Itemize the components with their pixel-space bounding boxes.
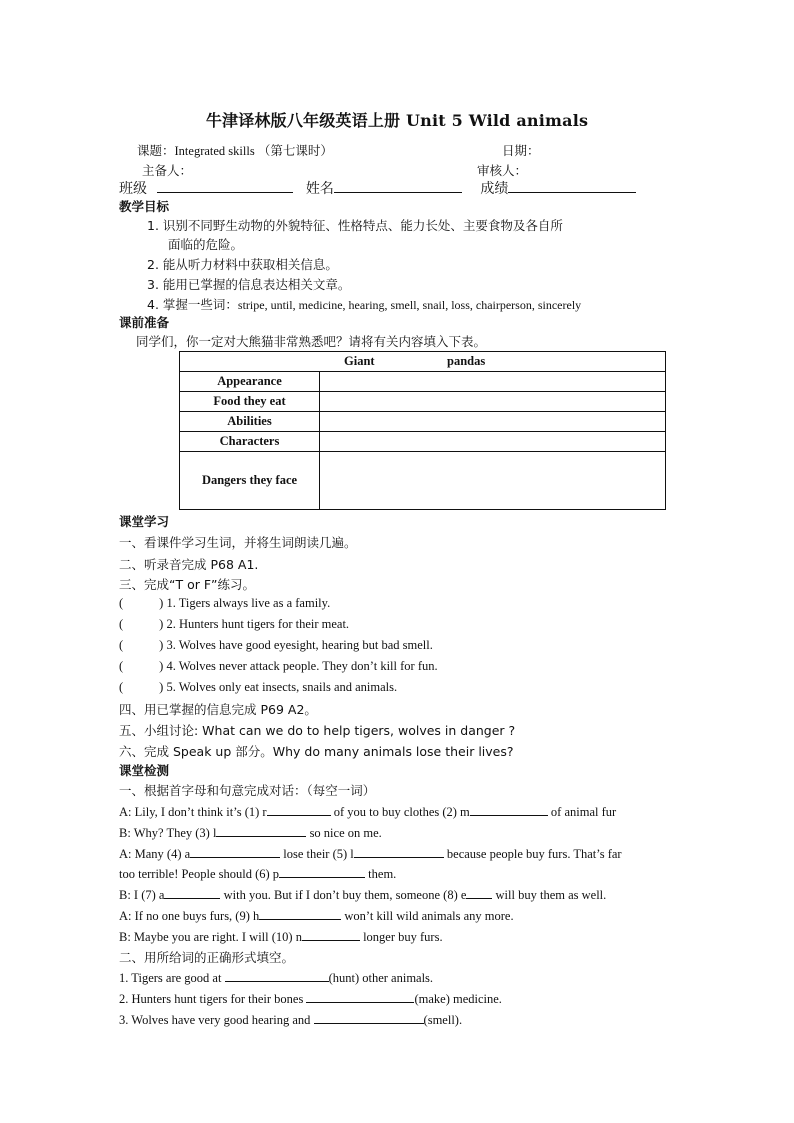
table-header-cell [180, 352, 666, 372]
class-name-score-row [119, 178, 636, 198]
table-row [180, 392, 666, 412]
row-answer-dangers[interactable] [320, 452, 666, 510]
dialogue-text: with you. But if I don’t buy them, someone (8) e [220, 888, 467, 902]
fill-text: 3. Wolves have very good hearing and [119, 1013, 314, 1027]
tf-open-paren: ( [119, 596, 124, 610]
study-step-1: 一、看课件学习生词，并将生词朗读几遍。 [119, 535, 357, 550]
dialogue-line-6 [119, 907, 514, 924]
row-label-dangers: Dangers they face [180, 452, 320, 510]
row-answer-abilities[interactable] [320, 412, 666, 432]
table-row [180, 452, 666, 510]
objective-4-label: 4. 掌握一些词： [147, 297, 238, 312]
study-step-2 [119, 554, 258, 573]
dialogue-line-4 [119, 865, 396, 882]
tf-open-paren: ( [119, 638, 124, 652]
tf-open-paren: ( [119, 617, 124, 631]
dialogue-text: B: Maybe you are right. I will (10) n [119, 930, 302, 944]
blank-5[interactable] [354, 845, 444, 858]
class-label: 班级 [119, 181, 147, 197]
topic-label: 课题： [137, 143, 175, 158]
fill-text: (hunt) other animals. [328, 971, 434, 985]
dialogue-text: of animal fur [547, 805, 617, 819]
page-title: 牛津译林版八年级英语上册 Unit 5 Wild animals [205, 111, 589, 130]
study-step-4: 四、用已掌握的信息完成 P69 A2。 [119, 702, 317, 717]
dialogue-text: lose their (5) l [280, 847, 354, 861]
preparer-label: 主备人： [142, 163, 193, 178]
dialogue-text: so nice on me. [306, 826, 382, 840]
dialogue-line-5 [119, 886, 606, 903]
check-part1-title: 一、根据首字母和句意完成对话：（每空一词） [119, 783, 376, 798]
dialogue-text: B: Why? They (3) l [119, 826, 217, 840]
blank-10[interactable] [302, 928, 360, 941]
tf-text: ) 3. Wolves have good eyesight, hearing but bad smell. [159, 638, 433, 652]
dialogue-text: A: If no one buys furs, (9) h [119, 909, 260, 923]
blank-3[interactable] [216, 824, 306, 837]
check-part2-title: 二、用所给词的正确形式填空。 [119, 950, 295, 965]
prep-intro: 同学们，你一定对大熊猫非常熟悉吧？请将有关内容填入下表。 [136, 334, 487, 349]
row-answer-appearance[interactable] [320, 372, 666, 392]
fill-text: 1. Tigers are good at [119, 971, 225, 985]
table-header-pandas: pandas [447, 354, 486, 368]
fill-blank-2[interactable] [306, 990, 414, 1003]
tf-item [119, 596, 330, 611]
dialogue-text: too terrible! People should (6) p [119, 867, 280, 881]
blank-1[interactable] [267, 803, 331, 816]
dialogue-line-1 [119, 803, 616, 820]
tf-item [119, 680, 397, 695]
table-row [180, 412, 666, 432]
dialogue-text: longer buy furs. [359, 930, 443, 944]
check-heading: 课堂检测 [119, 763, 170, 778]
dialogue-text: A: Many (4) a [119, 847, 191, 861]
blank-6[interactable] [279, 865, 365, 878]
row-answer-food[interactable] [320, 392, 666, 412]
blank-2[interactable] [470, 803, 548, 816]
fill-text: 2. Hunters hunt tigers for their bones [119, 992, 307, 1006]
panda-table [179, 351, 666, 510]
row-label-characters: Characters [180, 432, 320, 452]
objective-1-cont: 面临的危险。 [168, 237, 244, 252]
dialogue-text: them. [365, 867, 397, 881]
table-row [180, 372, 666, 392]
fill-blank-3[interactable] [314, 1011, 424, 1024]
dialogue-text: will buy them as well. [492, 888, 607, 902]
date-label: 日期： [502, 143, 540, 158]
blank-9[interactable] [259, 907, 341, 920]
dialogue-text: A: Lily, I don’t think it’s (1) r [119, 805, 267, 819]
objectives-heading: 教学目标 [119, 199, 170, 214]
blank-7[interactable] [164, 886, 220, 899]
dialogue-text: won’t kill wild animals any more. [341, 909, 514, 923]
tf-item [119, 617, 349, 632]
study-step-2-text: 二、听录音完成 P68 A1. [119, 557, 259, 572]
class-blank[interactable] [157, 178, 293, 193]
fill-item-2 [119, 990, 502, 1007]
table-header-row [180, 352, 666, 372]
score-label: 成绩 [480, 181, 509, 197]
tf-text: ) 2. Hunters hunt tigers for their meat. [159, 617, 350, 631]
tf-open-paren: ( [119, 680, 124, 694]
dialogue-line-2 [119, 824, 382, 841]
fill-item-1 [119, 969, 433, 986]
dialogue-text: because people buy furs. That’s far [443, 847, 622, 861]
dialogue-line-7 [119, 928, 443, 945]
study-heading: 课堂学习 [119, 514, 170, 529]
fill-text: (make) medicine. [414, 992, 502, 1006]
objective-4-words: stripe, until, medicine, hearing, smell, snail, loss, chairperson, sincerely [237, 298, 582, 312]
objective-4 [147, 295, 581, 313]
row-label-abilities: Abilities [180, 412, 320, 432]
table-row [180, 432, 666, 452]
dialogue-line-3 [119, 845, 622, 862]
tf-text: ) 1. Tigers always live as a family. [159, 596, 331, 610]
name-blank[interactable] [334, 178, 462, 193]
objective-1: 1. 识别不同野生动物的外貌特征、性格特点、能力长处、主要食物及各自所 [147, 218, 563, 233]
blank-4[interactable] [190, 845, 280, 858]
dialogue-text: B: I (7) a [119, 888, 165, 902]
fill-item-3 [119, 1011, 462, 1028]
row-label-food: Food they eat [180, 392, 320, 412]
prep-heading: 课前准备 [119, 315, 170, 330]
name-label: 姓名 [305, 181, 334, 197]
tf-open-paren: ( [119, 659, 124, 673]
fill-blank-1[interactable] [225, 969, 329, 982]
study-step-6: 六、完成 Speak up 部分。Why do many animals lose their lives? [119, 744, 514, 759]
tf-text: ) 4. Wolves never attack people. They don’t kill for fun. [159, 659, 438, 673]
blank-8[interactable] [466, 886, 492, 899]
objective-2: 2. 能从听力材料中获取相关信息。 [147, 257, 338, 272]
study-step-5: 五、小组讨论: What can we do to help tigers, wolves in danger ? [119, 723, 516, 738]
dialogue-text: of you to buy clothes (2) m [330, 805, 470, 819]
reviewer-label: 审核人： [477, 163, 528, 178]
study-step-3: 三、完成“T or F”练习。 [119, 577, 256, 592]
fill-text: (smell). [423, 1013, 463, 1027]
table-header-giant: Giant [344, 354, 375, 368]
row-label-appearance: Appearance [180, 372, 320, 392]
tf-text: ) 5. Wolves only eat insects, snails and animals. [159, 680, 398, 694]
topic-value: Integrated skills （第七课时） [174, 144, 333, 158]
score-blank[interactable] [508, 178, 636, 193]
tf-item [119, 638, 433, 653]
topic-row [137, 141, 333, 159]
tf-item [119, 659, 438, 674]
objective-3: 3. 能用已掌握的信息表达相关文章。 [147, 277, 351, 292]
row-answer-characters[interactable] [320, 432, 666, 452]
